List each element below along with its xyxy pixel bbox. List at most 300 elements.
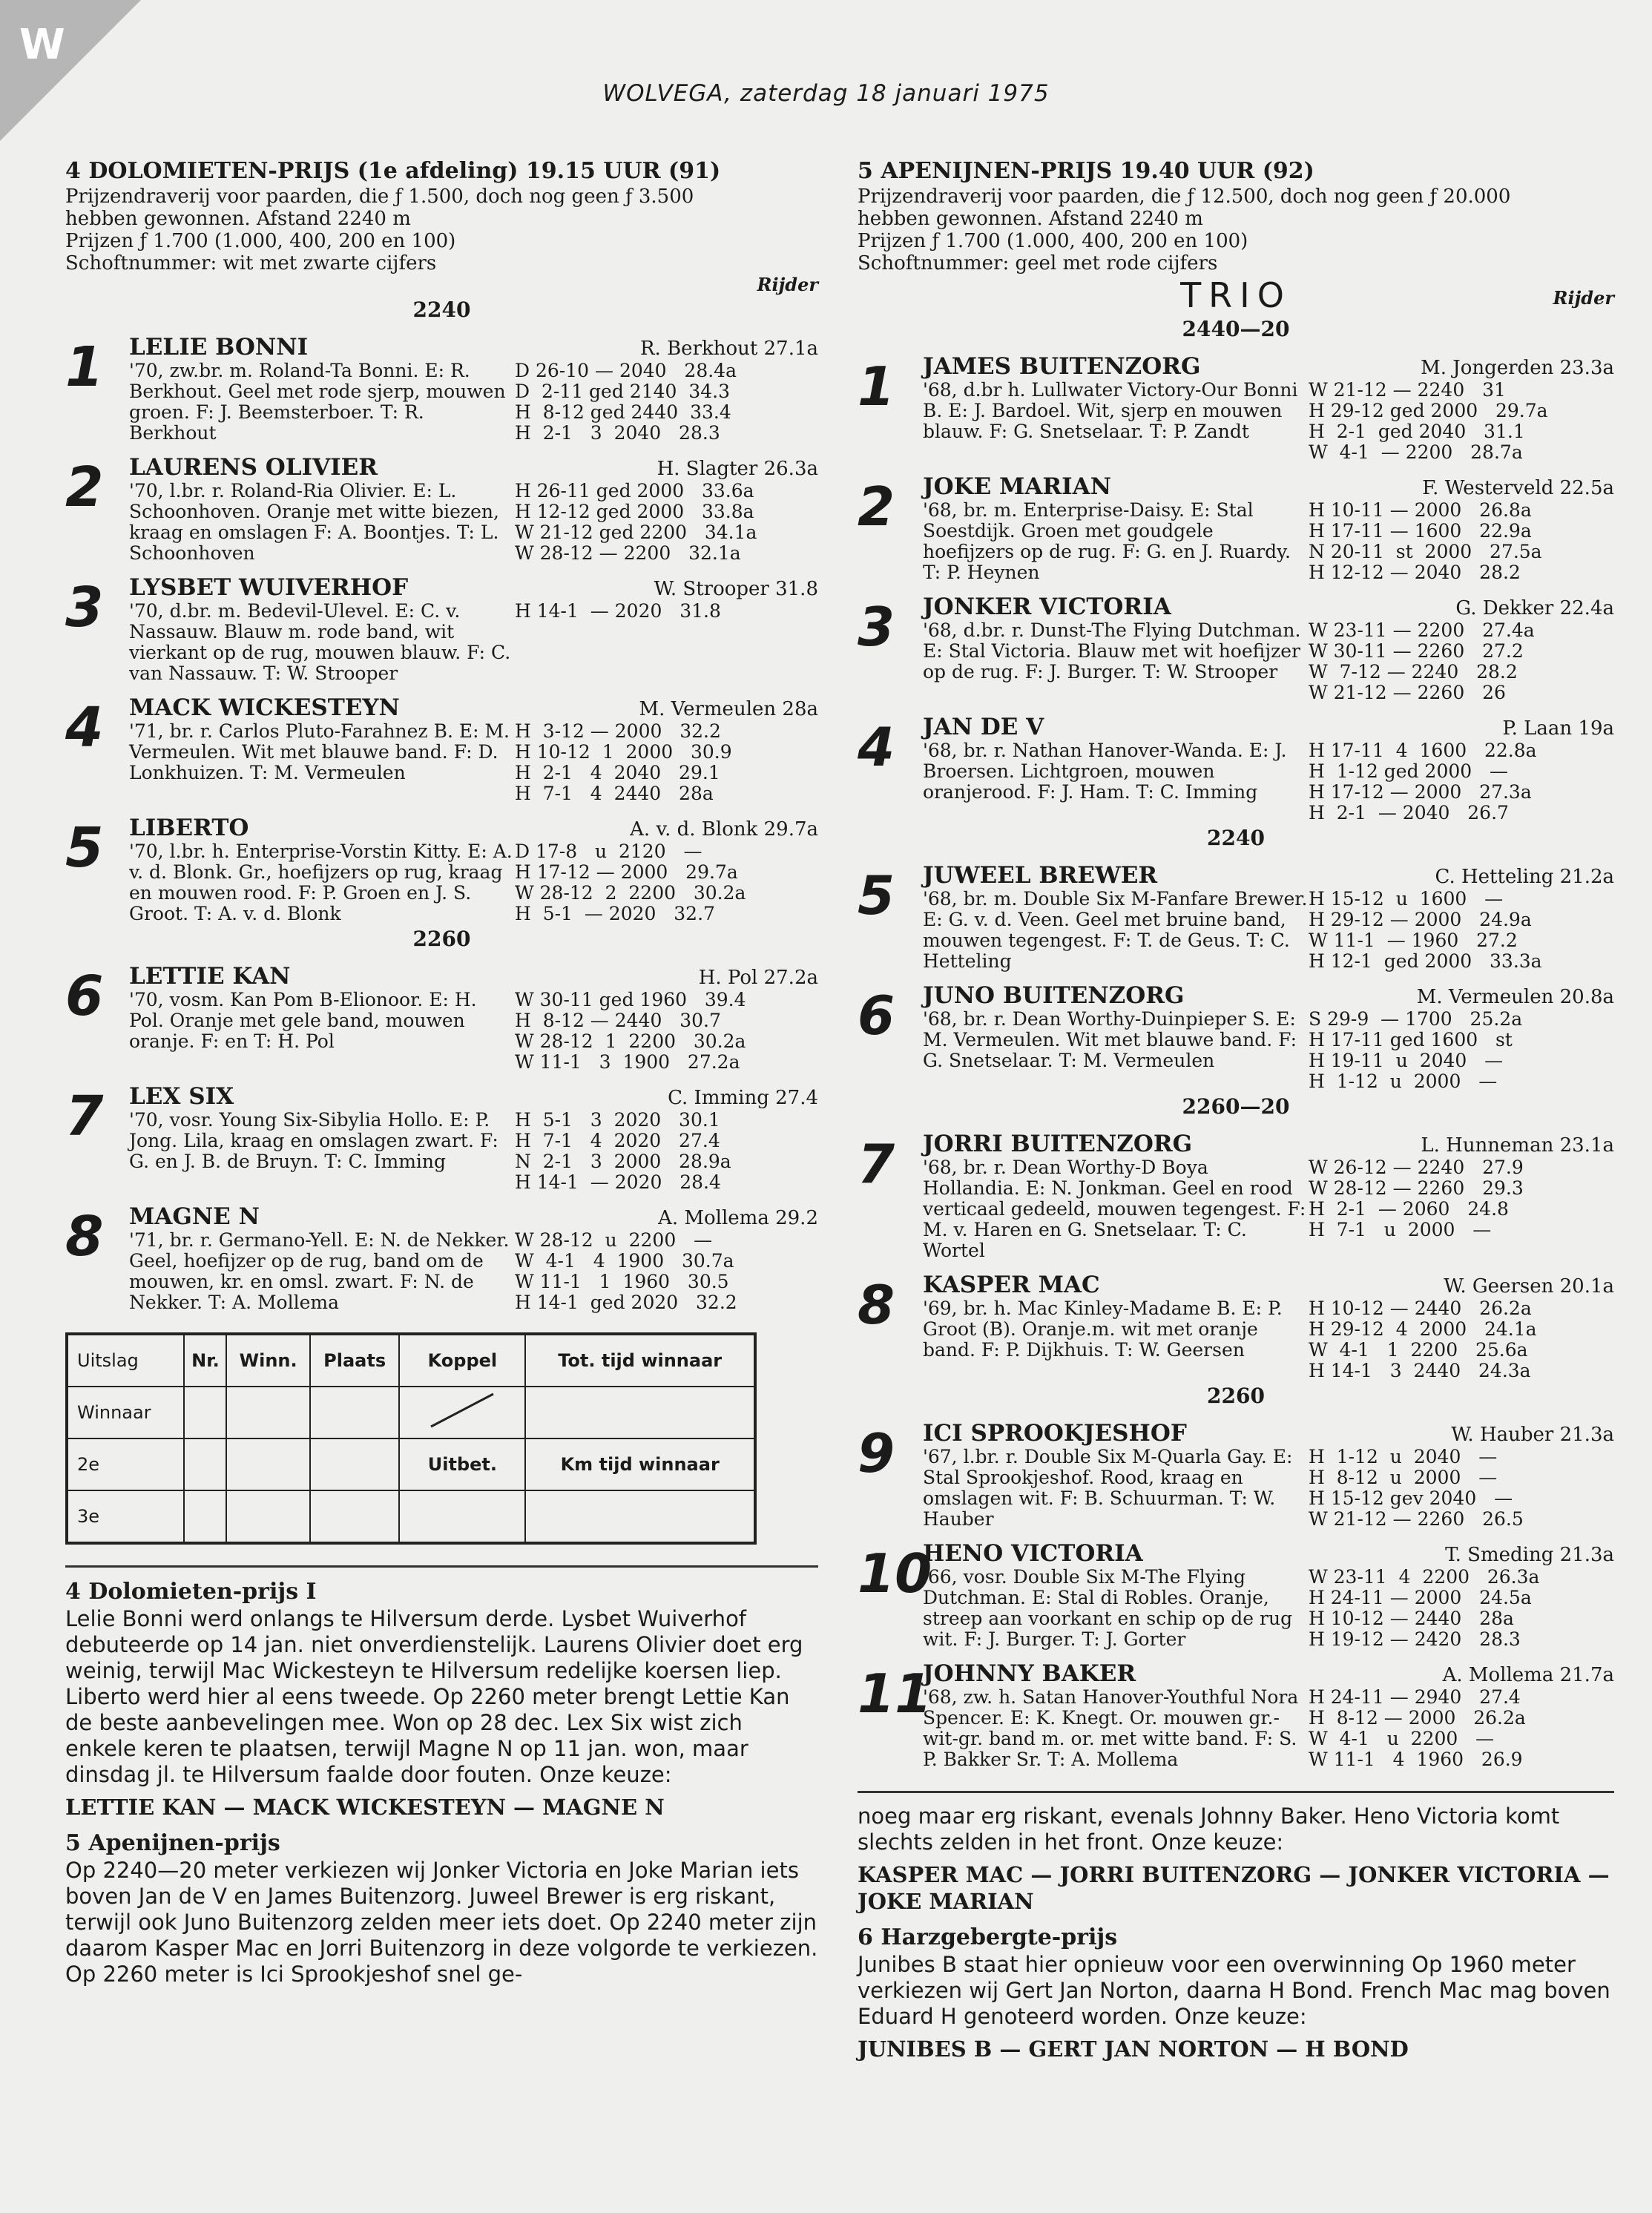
horse-entry [858, 1272, 1614, 1381]
result-line: H 29-12 — 2000 24.9a [1309, 909, 1532, 930]
horse-body [923, 1540, 1614, 1650]
horse-body [923, 1660, 1614, 1770]
table-header: Koppel [399, 1334, 525, 1387]
result-line: W 11-1 4 1960 26.9 [1309, 1749, 1523, 1770]
horse-header [129, 1083, 818, 1110]
horse-body [129, 454, 818, 564]
horse-results [1309, 1447, 1614, 1530]
horse-name: LELIE BONNI [129, 334, 309, 361]
result-line: W 30-11 — 2260 27.2 [1309, 640, 1524, 662]
table-header: Tot. tijd winnaar [525, 1334, 755, 1387]
table-cell [226, 1438, 309, 1490]
horse-details [923, 620, 1614, 703]
start-number: 7 [65, 1085, 104, 1148]
horse-body [923, 982, 1614, 1092]
race-conditions-line: Prijzendraverij voor paarden, die ƒ 1.500, doch nog geen ƒ 3.500 [65, 185, 694, 208]
analysis-text: noeg maar erg riskant, evenals Johnny Baker. Heno Victoria komt slechts zelden in het front. Onze keuze: [858, 1803, 1560, 1855]
horse-header [129, 1203, 818, 1230]
table-row-label: Winnaar [67, 1387, 184, 1438]
horse-name: HENO VICTORIA [923, 1540, 1143, 1567]
result-line: H 10-12 — 2440 26.2a [1309, 1298, 1532, 1319]
horse-rider: A. v. d. Blonk 29.7a [630, 818, 818, 841]
horse-details [129, 721, 818, 804]
result-line: H 12-12 — 2040 28.2 [1309, 562, 1521, 583]
horse-results [515, 481, 818, 564]
uitbet-cell: Uitbet. [399, 1438, 525, 1490]
distance-label: 2240 [1207, 826, 1265, 850]
result-line: W 30-11 ged 1960 39.4 [515, 989, 746, 1010]
horse-rider: W. Strooper 31.8 [654, 578, 818, 600]
result-line: W 4-1 u 2200 — [1309, 1728, 1495, 1749]
table-cell [184, 1490, 226, 1543]
result-line: W 28-12 — 2260 29.3 [1309, 1177, 1524, 1199]
race-title: 4 DOLOMIETEN-PRIJS (1e afdeling) 19.15 UUR (91) [65, 158, 721, 184]
horse-body [923, 1420, 1614, 1530]
distance-label: 2260 [1207, 1384, 1265, 1408]
horse-name: MAGNE N [129, 1203, 260, 1230]
table-cell [184, 1387, 226, 1438]
horse-header [129, 454, 818, 481]
horse-rider: C. Hetteling 21.2a [1435, 866, 1614, 888]
result-line: H 17-11 — 1600 22.9a [1309, 520, 1532, 542]
start-number: 8 [858, 1274, 895, 1336]
table-cell [226, 1490, 309, 1543]
horse-body [923, 862, 1614, 972]
horse-name: LAURENS OLIVIER [129, 454, 378, 481]
race-shoulder-number: Schoftnummer: geel met rode cijfers [858, 252, 1218, 274]
horse-rider: W. Geersen 20.1a [1444, 1275, 1614, 1298]
horse-header [923, 1272, 1614, 1298]
result-line: H 17-12 — 2000 27.3a [1309, 781, 1532, 803]
horse-results [515, 990, 818, 1073]
horse-header [923, 862, 1614, 889]
start-number: 8 [65, 1205, 104, 1269]
result-line: H 19-11 u 2040 — [1309, 1050, 1504, 1071]
horse-results [1309, 1298, 1614, 1381]
result-line: W 21-12 — 2260 26 [1309, 682, 1506, 703]
result-line: W 28-12 2 2200 30.2a [515, 882, 746, 904]
race-prizes: Prijzen ƒ 1.700 (1.000, 400, 200 en 100) [65, 230, 456, 252]
start-number: 5 [65, 816, 104, 880]
horse-name: LIBERTO [129, 815, 249, 841]
table-header: Nr. [184, 1334, 226, 1387]
horse-header [923, 353, 1614, 380]
divider [65, 1565, 818, 1568]
horse-description: '66, vosr. Double Six M-The Flying Dutchman. E: Stal di Robles. Oranje, streep aan voorkant en schip op de rug wit. F: J. Burger. T: J. Gorter [923, 1566, 1293, 1650]
table-cell [525, 1387, 755, 1438]
start-number: 9 [858, 1422, 895, 1484]
horse-details [129, 481, 818, 564]
horse-entry [858, 1420, 1614, 1530]
horse-description: '71, br. r. Germano-Yell. E: N. de Nekker. Geel, hoefijzer op de rug, band om de mouwen, kr. en omsl. zwart. F: N. de Nekker. T: A. Mollema [129, 1229, 510, 1313]
table-cell [184, 1438, 226, 1490]
result-line: H 2-1 3 2040 28.3 [515, 422, 720, 444]
result-line: W 23-11 4 2200 26.3a [1309, 1566, 1540, 1588]
race-conditions-line: Prijzendraverij voor paarden, die ƒ 12.500, doch nog geen ƒ 20.000 [858, 185, 1511, 208]
analysis-text: Junibes B staat hier opnieuw voor een overwinning Op 1960 meter verkiezen wij Gert Jan Norton, daarna H Bond. French Mac mag boven Eduard H genoteerd worden. Onze keuze: [858, 1952, 1610, 2029]
horse-body [129, 815, 818, 924]
koppel-diagonal-cell [399, 1387, 525, 1438]
horse-results [1309, 1567, 1614, 1650]
start-number: 3 [858, 596, 895, 658]
horse-description: '67, l.br. r. Double Six M-Quarla Gay. E: Stal Sprookjeshof. Rood, kraag en omslagen wit. F: B. Schuurman. T: W. Hauber [923, 1446, 1293, 1530]
horse-description: '68, d.br h. Lullwater Victory-Our Bonni B. E: J. Bardoel. Wit, sjerp en mouwen blauw. F: G. Snetselaar. T: P. Zandt [923, 379, 1298, 442]
km-tijd-cell: Km tijd winnaar [525, 1438, 755, 1490]
result-line: S 29-9 — 1700 25.2a [1309, 1008, 1523, 1030]
horse-entry [858, 982, 1614, 1092]
horse-rider: H. Slagter 26.3a [656, 458, 818, 480]
horse-header [129, 963, 818, 990]
result-line: W 28-12 — 2200 32.1a [515, 542, 741, 564]
result-line: H 8-12 — 2440 30.7 [515, 1010, 721, 1031]
result-line: H 5-1 — 2020 32.7 [515, 903, 715, 924]
start-number: 4 [858, 716, 895, 778]
result-line: H 2-1 4 2040 29.1 [515, 762, 720, 783]
start-number: 3 [65, 576, 104, 639]
result-line: W 4-1 — 2200 28.7a [1309, 441, 1523, 463]
horse-details [923, 1298, 1614, 1381]
horse-entry [858, 593, 1614, 703]
table-header: Plaats [310, 1334, 400, 1387]
horse-details [923, 1567, 1614, 1650]
start-number: 1 [65, 335, 104, 399]
divider [858, 1791, 1614, 1793]
horse-rider: L. Hunneman 23.1a [1421, 1134, 1614, 1157]
horse-rider: G. Dekker 22.4a [1455, 597, 1614, 619]
horse-rider: F. Westerveld 22.5a [1422, 477, 1614, 499]
horse-name: LETTIE KAN [129, 963, 291, 990]
horse-entry [65, 454, 818, 564]
result-line: H 15-12 u 1600 — [1309, 888, 1504, 910]
result-line: H 10-12 1 2000 30.9 [515, 741, 732, 763]
result-line: H 5-1 3 2020 30.1 [515, 1109, 720, 1131]
horse-header [129, 574, 818, 601]
horse-details [923, 380, 1614, 463]
result-line: H 1-12 u 2040 — [1309, 1446, 1498, 1467]
horse-details [129, 1110, 818, 1193]
horse-description: '70, l.br. r. Roland-Ria Olivier. E: L. Schoonhoven. Oranje met witte biezen, kraag en omslagen F: A. Boontjes. T: L. Schoonhoven [129, 480, 499, 564]
horse-rider: M. Jongerden 23.3a [1421, 357, 1614, 379]
horse-list [65, 297, 818, 1313]
horse-rider: R. Berkhout 27.1a [639, 338, 818, 360]
horse-name: JUNO BUITENZORG [923, 982, 1185, 1009]
horse-body [923, 473, 1614, 583]
result-line: H 7-1 4 2440 28a [515, 783, 714, 804]
table-header: Uitslag [67, 1334, 184, 1387]
start-number: 7 [858, 1133, 895, 1195]
result-line: H 7-1 u 2000 — [1309, 1219, 1492, 1240]
horse-entry [858, 1660, 1614, 1770]
horse-results [515, 361, 818, 444]
race-shoulder-number: Schoftnummer: wit met zwarte cijfers [65, 252, 437, 274]
start-number: 1 [858, 355, 895, 418]
result-line: H 29-12 ged 2000 29.7a [1309, 400, 1548, 421]
horse-body [129, 694, 818, 804]
horse-body [923, 714, 1614, 823]
trio-label: TRIO [1180, 275, 1291, 315]
horse-rider: M. Vermeulen 28a [639, 698, 818, 720]
horse-rider: P. Laan 19a [1502, 717, 1614, 740]
analysis-text: Op 2240—20 meter verkiezen wij Jonker Victoria en Joke Marian iets boven Jan de V en James Buitenzorg. Juweel Brewer is erg riskant, terwijl ook Juno Buitenzorg zelden meer iets doet. Op 2240 meter zijn daarom Kasper Mac en Jorri Buitenzorg in deze volgorde te verkiezen. Op 2260 meter is Ici Sprookjeshof snel ge- [65, 1858, 818, 1987]
horse-name: ICI SPROOKJESHOF [923, 1420, 1187, 1447]
result-line: H 1-12 ged 2000 — [1309, 760, 1509, 782]
horse-description: '68, br. r. Dean Worthy-D Boya Hollandia. E: N. Jonkman. Geel en rood verticaal gedeeld, mouwen tegengest. F: M. v. Haren en G. Snetselaar. T: C. Wortel [923, 1157, 1306, 1261]
horse-results [1309, 740, 1614, 823]
horse-name: LEX SIX [129, 1083, 234, 1110]
race-conditions-line: hebben gewonnen. Afstand 2240 m [858, 208, 1203, 230]
horse-details [923, 1157, 1614, 1261]
result-line: H 14-1 — 2020 31.8 [515, 600, 721, 622]
horse-rider: A. Mollema 29.2 [658, 1207, 818, 1229]
result-line: H 26-11 ged 2000 33.6a [515, 480, 754, 502]
result-line: H 14-1 — 2020 28.4 [515, 1171, 721, 1193]
horse-results [1309, 1009, 1614, 1092]
rider-column-header: Rijder [1553, 287, 1614, 309]
horse-name: JOHNNY BAKER [923, 1660, 1136, 1687]
result-line: W 4-1 4 1900 30.7a [515, 1250, 734, 1272]
analysis-pick: KASPER MAC — JORRI BUITENZORG — JONKER VICTORIA — JOKE MARIAN [858, 1862, 1610, 1914]
horse-results [1309, 500, 1614, 583]
horse-description: '68, br. m. Double Six M-Fanfare Brewer. E: G. v. d. Veen. Geel met bruine band, mouwen tegengest. F: T. de Geus. T: C. Hetteling [923, 888, 1308, 972]
horse-body [923, 1131, 1614, 1261]
horse-name: JAN DE V [923, 714, 1044, 740]
result-line: W 11-1 1 1960 30.5 [515, 1271, 729, 1292]
analysis-heading: 5 Apenijnen-prijs [65, 1830, 280, 1856]
result-line: N 20-11 st 2000 27.5a [1309, 541, 1542, 562]
distance-label: 2260 [412, 927, 471, 951]
result-line: H 8-12 u 2000 — [1309, 1467, 1498, 1488]
horse-details [923, 500, 1614, 583]
horse-body [129, 334, 818, 444]
result-line: W 28-12 u 2200 — [515, 1229, 713, 1251]
horse-description: '68, zw. h. Satan Hanover-Youthful Nora Spencer. E: K. Knegt. Or. mouwen gr.-wit-gr. band m. or. met witte band. F: S. P. Bakker Sr. T: A. Mollema [923, 1686, 1299, 1770]
result-line: D 17-8 u 2120 — [515, 841, 702, 862]
horse-body [129, 574, 818, 684]
table-cell [310, 1490, 400, 1543]
result-line: D 26-10 — 2040 28.4a [515, 360, 737, 381]
horse-description: '68, br. r. Dean Worthy-Duinpieper S. E: M. Vermeulen. Wit met blauwe band. F: G. Snetselaar. T: M. Vermeulen [923, 1008, 1297, 1071]
horse-header [129, 694, 818, 721]
analysis-heading: 4 Dolomieten-prijs I [65, 1579, 317, 1605]
start-number: 6 [65, 964, 104, 1028]
horse-body [923, 1272, 1614, 1381]
horse-details [923, 1687, 1614, 1770]
horse-rider: C. Imming 27.4 [668, 1087, 818, 1109]
horse-description: '68, br. r. Nathan Hanover-Wanda. E: J. Broersen. Lichtgroen, mouwen oranjerood. F: J. Ham. T: C. Imming [923, 740, 1287, 803]
diagonal-line-icon [418, 1390, 507, 1431]
table-cell [310, 1438, 400, 1490]
horse-entry [65, 694, 818, 804]
dateline: WOLVEGA, zaterdag 18 januari 1975 [602, 80, 1050, 107]
horse-results [1309, 1157, 1614, 1261]
result-line: W 26-12 — 2240 27.9 [1309, 1157, 1524, 1178]
horse-header [923, 473, 1614, 500]
horse-rider: W. Hauber 21.3a [1451, 1424, 1614, 1446]
result-line: H 24-11 — 2940 27.4 [1309, 1686, 1521, 1708]
horse-header [129, 815, 818, 841]
start-number: 4 [65, 696, 104, 760]
table-row-label: 3e [67, 1490, 184, 1543]
horse-entry [858, 1131, 1614, 1261]
result-line: H 8-12 ged 2440 33.4 [515, 401, 731, 423]
horse-description: '70, l.br. h. Enterprise-Vorstin Kitty. E: A. v. d. Blonk. Gr., hoefijzers op rug, kraag en mouwen rood. F: P. Groen en J. S. Groot. T: A. v. d. Blonk [129, 841, 513, 924]
result-line: W 7-12 — 2240 28.2 [1309, 661, 1518, 683]
horse-header [923, 982, 1614, 1009]
result-line: W 23-11 — 2200 27.4a [1309, 619, 1535, 641]
result-line: H 17-12 — 2000 29.7a [515, 861, 738, 883]
result-line: H 1-12 u 2000 — [1309, 1071, 1498, 1092]
analysis-text: Lelie Bonni werd onlangs te Hilversum derde. Lysbet Wuiverhof debuteerde op 14 jan. niet onverdienstelijk. Laurens Olivier doet erg weinig, terwijl Mac Wickesteyn te Hilversum redelijke koersen liep. Liberto werd hier al eens tweede. Op 2260 meter brengt Lettie Kan de beste aanbevelingen mee. Won op 28 dec. Lex Six wist zich enkele keren te plaatsen, terwijl Magne N op 11 jan. won, maar dinsdag jl. te Hilversum faalde door fouten. Onze keuze: [65, 1606, 803, 1787]
horse-description: '70, zw.br. m. Roland-Ta Bonni. E: R. Berkhout. Geel met rode sjerp, mouwen groen. F: J. Beemsterboer. T: R. Berkhout [129, 360, 506, 444]
horse-description: '71, br. r. Carlos Pluto-Farahnez B. E: M. Vermeulen. Wit met blauwe band. F: D. Lonkhuizen. T: M. Vermeulen [129, 720, 510, 783]
result-line: N 2-1 3 2000 28.9a [515, 1151, 731, 1172]
result-line: H 15-12 gev 2040 — [1309, 1487, 1513, 1509]
start-number: 6 [858, 984, 895, 1047]
horse-details [923, 1447, 1614, 1530]
result-line: H 12-12 ged 2000 33.8a [515, 501, 754, 522]
horse-details [129, 990, 818, 1073]
horse-header [923, 714, 1614, 740]
horse-rider: M. Vermeulen 20.8a [1416, 986, 1614, 1008]
start-number: 2 [858, 476, 895, 538]
result-line: H 17-11 ged 1600 st [1309, 1029, 1513, 1050]
horse-name: JONKER VICTORIA [923, 593, 1171, 620]
horse-name: JAMES BUITENZORG [923, 353, 1201, 380]
horse-details [129, 1230, 818, 1313]
horse-details [923, 740, 1614, 823]
start-number: 2 [65, 456, 104, 519]
race-conditions-line: hebben gewonnen. Afstand 2240 m [65, 208, 411, 230]
result-line: D 2-11 ged 2140 34.3 [515, 381, 730, 402]
result-line: H 7-1 4 2020 27.4 [515, 1130, 720, 1151]
horse-details [129, 361, 818, 444]
horse-results [515, 1230, 818, 1313]
horse-name: KASPER MAC [923, 1272, 1100, 1298]
horse-details [923, 1009, 1614, 1092]
race-prizes: Prijzen ƒ 1.700 (1.000, 400, 200 en 100) [858, 230, 1248, 252]
horse-results [515, 841, 818, 924]
table-cell [310, 1387, 400, 1438]
table-header: Winn. [226, 1334, 309, 1387]
result-line: W 21-12 ged 2200 34.1a [515, 522, 757, 543]
horse-description: '68, d.br. r. Dunst-The Flying Dutchman. E: Stal Victoria. Blauw met wit hoefijzer op de rug. F: J. Burger. T: W. Strooper [923, 619, 1301, 683]
distance-label: 2440—20 [1182, 317, 1290, 341]
left-column [65, 157, 818, 1987]
distance-label: 2240 [412, 297, 471, 322]
horse-details [129, 601, 818, 684]
horse-results [1309, 380, 1614, 463]
result-line: H 14-1 3 2440 24.3a [1309, 1360, 1531, 1381]
horse-entry [65, 963, 818, 1073]
start-number: 11 [858, 1663, 932, 1725]
horse-entry [65, 334, 818, 444]
horse-header [923, 1420, 1614, 1447]
w-corner-icon: W [19, 21, 65, 69]
result-line: H 12-1 ged 2000 33.3a [1309, 950, 1542, 972]
result-line: H 17-11 4 1600 22.8a [1309, 740, 1537, 761]
horse-description: '70, vosr. Young Six-Sibylia Hollo. E: P. Jong. Lila, kraag en omslagen zwart. F: G. en J. B. de Bruyn. T: C. Imming [129, 1109, 498, 1172]
result-line: H 19-12 — 2420 28.3 [1309, 1628, 1521, 1650]
horse-body [923, 593, 1614, 703]
result-line: W 11-1 — 1960 27.2 [1309, 930, 1518, 951]
horse-body [129, 1203, 818, 1313]
horse-header [923, 1131, 1614, 1157]
result-line: H 24-11 — 2000 24.5a [1309, 1587, 1532, 1608]
horse-header [129, 334, 818, 361]
start-number: 10 [858, 1542, 932, 1605]
horse-description: '68, br. m. Enterprise-Daisy. E: Stal Soestdijk. Groen met goudgele hoefijzers op de rug. F: G. en J. Ruardy. T: P. Heynen [923, 499, 1291, 583]
result-line: H 29-12 4 2000 24.1a [1309, 1318, 1537, 1340]
result-line: H 8-12 — 2000 26.2a [1309, 1707, 1526, 1729]
horse-description: '70, vosm. Kan Pom B-Elionoor. E: H. Pol. Oranje met gele band, mouwen oranje. F: en T: H. Pol [129, 989, 477, 1052]
horse-body [129, 963, 818, 1073]
result-line: H 2-1 ged 2040 31.1 [1309, 421, 1525, 442]
horse-name: JUWEEL BREWER [923, 862, 1158, 889]
result-line: W 28-12 1 2200 30.2a [515, 1030, 746, 1052]
horse-results [1309, 620, 1614, 703]
result-line: H 10-12 — 2440 28a [1309, 1608, 1514, 1629]
analysis-pick: JUNIBES B — GERT JAN NORTON — H BOND [858, 2036, 1409, 2062]
start-number: 5 [858, 864, 895, 927]
table-row-label: 2e [67, 1438, 184, 1490]
result-line: H 2-1 — 2060 24.8 [1309, 1198, 1509, 1220]
horse-header [923, 593, 1614, 620]
horse-header [923, 1540, 1614, 1567]
result-line: H 10-11 — 2000 26.8a [1309, 499, 1532, 521]
result-line: W 11-1 3 1900 27.2a [515, 1051, 740, 1073]
result-line: H 2-1 — 2040 26.7 [1309, 802, 1509, 823]
horse-name: JOKE MARIAN [923, 473, 1112, 500]
analysis-pick: LETTIE KAN — MACK WICKESTEYN — MAGNE N [65, 1795, 665, 1820]
table-cell [226, 1387, 309, 1438]
result-line: W 21-12 — 2240 31 [1309, 379, 1506, 401]
horse-list [858, 316, 1614, 1770]
horse-name: JORRI BUITENZORG [923, 1131, 1193, 1157]
horse-entry [858, 714, 1614, 823]
horse-entry [858, 353, 1614, 463]
rider-column-header: Rijder [757, 274, 818, 295]
result-line: W 4-1 1 2200 25.6a [1309, 1339, 1528, 1361]
horse-body [923, 353, 1614, 463]
horse-results [1309, 889, 1614, 972]
result-line: H 3-12 — 2000 32.2 [515, 720, 721, 742]
horse-body [129, 1083, 818, 1193]
distance-label: 2260—20 [1182, 1094, 1290, 1119]
horse-results [515, 1110, 818, 1193]
result-line: H 14-1 ged 2020 32.2 [515, 1292, 737, 1313]
horse-entry [858, 1540, 1614, 1650]
horse-entry [65, 574, 818, 684]
horse-name: MACK WICKESTEYN [129, 694, 400, 721]
horse-entry [858, 473, 1614, 583]
horse-results [515, 601, 818, 684]
horse-results [515, 721, 818, 804]
analysis-heading: 6 Harzgebergte-prijs [858, 1924, 1118, 1950]
horse-entry [65, 815, 818, 924]
horse-entry [65, 1083, 818, 1193]
table-cell [525, 1490, 755, 1543]
table-cell [399, 1490, 525, 1543]
horse-header [923, 1660, 1614, 1687]
horse-name: LYSBET WUIVERHOF [129, 574, 409, 601]
horse-details [923, 889, 1614, 972]
results-table [65, 1332, 757, 1545]
horse-rider: T. Smeding 21.3a [1445, 1544, 1614, 1566]
horse-rider: A. Mollema 21.7a [1442, 1664, 1614, 1686]
race-title: 5 APENIJNEN-PRIJS 19.40 UUR (92) [858, 158, 1314, 184]
horse-results [1309, 1687, 1614, 1770]
right-column [858, 157, 1614, 2071]
